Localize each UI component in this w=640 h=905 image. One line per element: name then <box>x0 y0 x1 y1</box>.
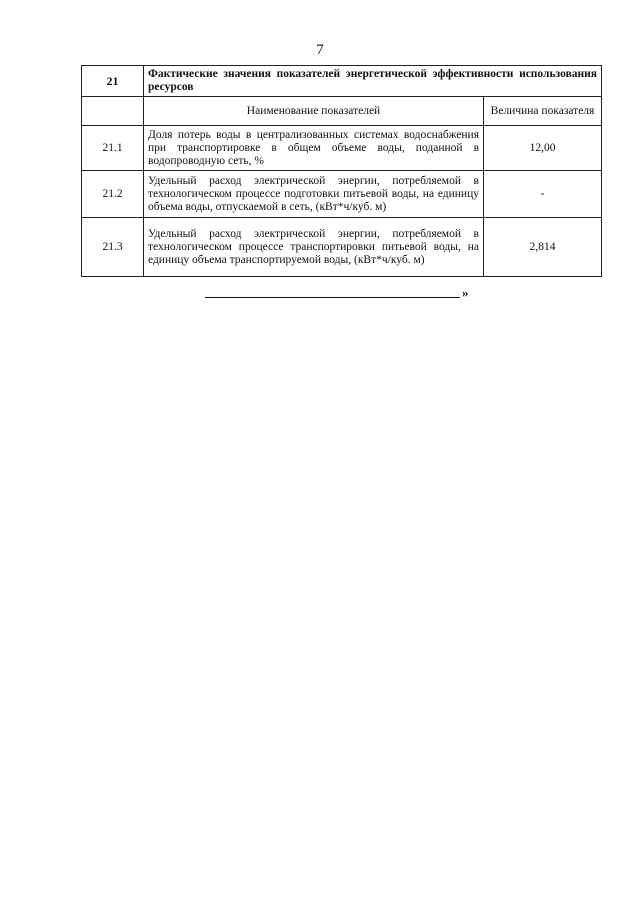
row-name: Удельный расход электрической энергии, потребляемой в технологическом процессе транспортировки питьевой воды, на единицу объема транспортируемой воды, (кВт*ч/куб. м) <box>144 218 484 277</box>
table-row <box>82 171 602 218</box>
page-number: 7 <box>316 42 324 58</box>
header-num-cell <box>82 97 144 126</box>
row-number: 21.1 <box>82 126 144 171</box>
closing-quote-mark: » <box>462 285 469 300</box>
row-value: 2,814 <box>484 218 602 277</box>
row-name: Удельный расход электрической энергии, потребляемой в технологическом процессе подготовки питьевой воды, на единицу объема воды, отпускаемой в сеть, (кВт*ч/куб. м) <box>144 171 484 218</box>
table-row <box>82 218 602 277</box>
header-name-cell: Наименование показателей <box>144 97 484 126</box>
closing-line <box>205 285 469 301</box>
row-value: - <box>484 171 602 218</box>
header-value-cell: Величина показателя <box>484 97 602 126</box>
section-title: Фактические значения показателей энергетической эффективности использования ресурсов <box>144 66 602 97</box>
closing-rule <box>205 296 460 298</box>
row-number: 21.3 <box>82 218 144 277</box>
table-row <box>82 126 602 171</box>
row-name: Доля потерь воды в централизованных системах водоснабжения при транспортировке в общем объеме воды, поданной в водопроводную сеть, % <box>144 126 484 171</box>
column-header-row <box>82 97 602 126</box>
section-header-row <box>82 66 602 97</box>
indicators-table <box>81 65 602 277</box>
row-value: 12,00 <box>484 126 602 171</box>
row-number: 21.2 <box>82 171 144 218</box>
section-number: 21 <box>82 66 144 97</box>
